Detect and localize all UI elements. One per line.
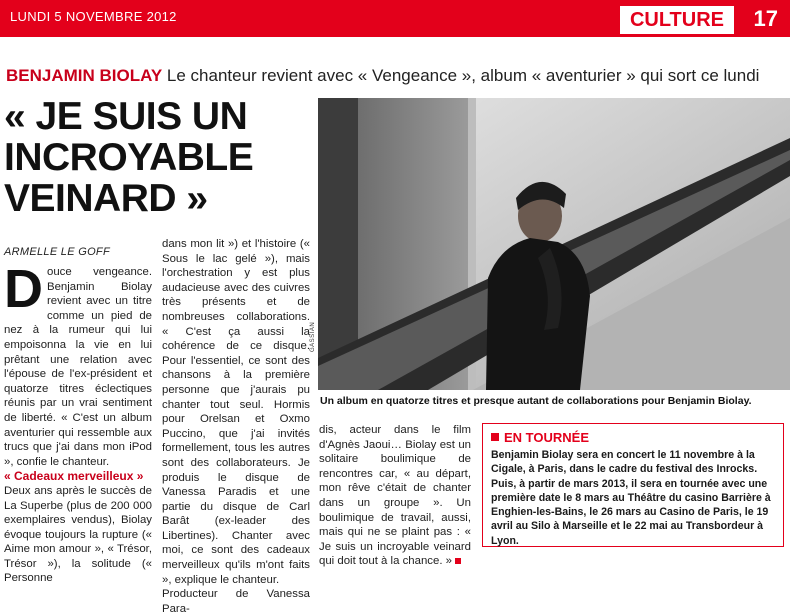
article-column-2 (162, 237, 310, 616)
photo-caption: Un album en quatorze titres et presque autant de collaborations pour Benjamin Biolay. (320, 395, 752, 407)
headline-line: INCROYABLE (4, 136, 254, 179)
tour-box-text: Benjamin Biolay sera en concert le 11 novembre à la Cigale, à Paris, dans le cadre du festival des Inrocks. Puis, à partir de mars 2013, il sera en tournée avec une première date le 8 mars au Théâtre du casino Barrière à Enghien-les-Bains, le 26 mars au Casino de Paris, le 19 avril au Silo à Marseille et le 22 mai au Transbordeur à Lyon. (491, 449, 771, 547)
page-number: 17 (753, 6, 778, 31)
article-paragraph: ouce vengeance. Benjamin Biolay revient avec un titre comme un pied de nez à la rumeur qui lui empoisonna la vie en lui prêtant une relation avec l'épouse de l'ex-président et quatorze titres éclectiques réunis par un vrai sentiment de liberté. « C'est un album aventurier qui ressemble aux trucs que j'ai dans mon iPod », confie le chanteur. (4, 266, 152, 468)
section-label: CULTURE (620, 6, 734, 34)
tour-box-title-text: EN TOURNÉE (504, 430, 589, 445)
article-photo (318, 98, 790, 390)
kicker-name: BENJAMIN BIOLAY (6, 66, 163, 85)
headline-line: VEINARD » (4, 177, 208, 220)
byline: ARMELLE LE GOFF (4, 246, 110, 258)
drop-cap: D (4, 259, 43, 319)
kicker-text: Le chanteur revient avec « Vengeance », album « aventurier » qui sort ce lundi (166, 66, 760, 85)
end-mark-icon (455, 558, 461, 564)
headline-line: « JE SUIS UN (4, 95, 248, 138)
article-paragraph: dis, acteur dans le film d'Agnès Jaoui… Biolay est un solitaire boulimique de rencontres car, « au départ, mon rêve c'était de chanter dans un groupe ». Un boulimique de travail, aussi, mais qui ne se plaint pas : « Je suis un incroyable veinard qui doit tout à la chance. » (319, 424, 471, 568)
tour-box-title (491, 430, 589, 445)
issue-date: LUNDI 5 NOVEMBRE 2012 (10, 9, 177, 24)
photo-credit: GASSIAN (310, 321, 316, 352)
article-paragraph: dans mon lit ») et l'histoire (« Sous le lac gelé »), mais l'orchestration y est plus audacieuse avec des cuivres très présents et de nombreuses collaborations. « C'est ça aussi la cohérence de ce disque. Pour l'essentiel, ce sont des chansons à la première personne que j'aurais pu chanter tout seul. Hormis pour Orelsan et Oxmo Puccino, que j'ai invités formellement, tous les autres sont des collaborateurs. Je produis le disque de Vanessa Paradis et une partie du disque de Carl Barât (ex-leader des Libertines). Chanter avec moi, ce sont des cadeaux merveilleux qu'ils m'ont faits », explique le chanteur. (162, 238, 310, 586)
article-column-1 (4, 259, 152, 586)
article-paragraph: Deux ans après le succès de La Superbe (plus de 200 000 exemplaires vendus), Biolay évoque toujours la rupture (« Aime mon amour », « Trésor, Trésor »), la solitude (« Personne (4, 484, 152, 585)
photo-illustration (318, 98, 790, 390)
tour-info-box (482, 423, 784, 547)
article-column-3 (319, 423, 471, 569)
kicker (6, 66, 759, 86)
article-paragraph: Producteur de Vanessa Para- (162, 588, 310, 615)
article-subhead: « Cadeaux merveilleux » (4, 469, 144, 484)
square-bullet-icon (491, 433, 499, 441)
header-bar (0, 0, 790, 37)
headline (4, 96, 314, 219)
